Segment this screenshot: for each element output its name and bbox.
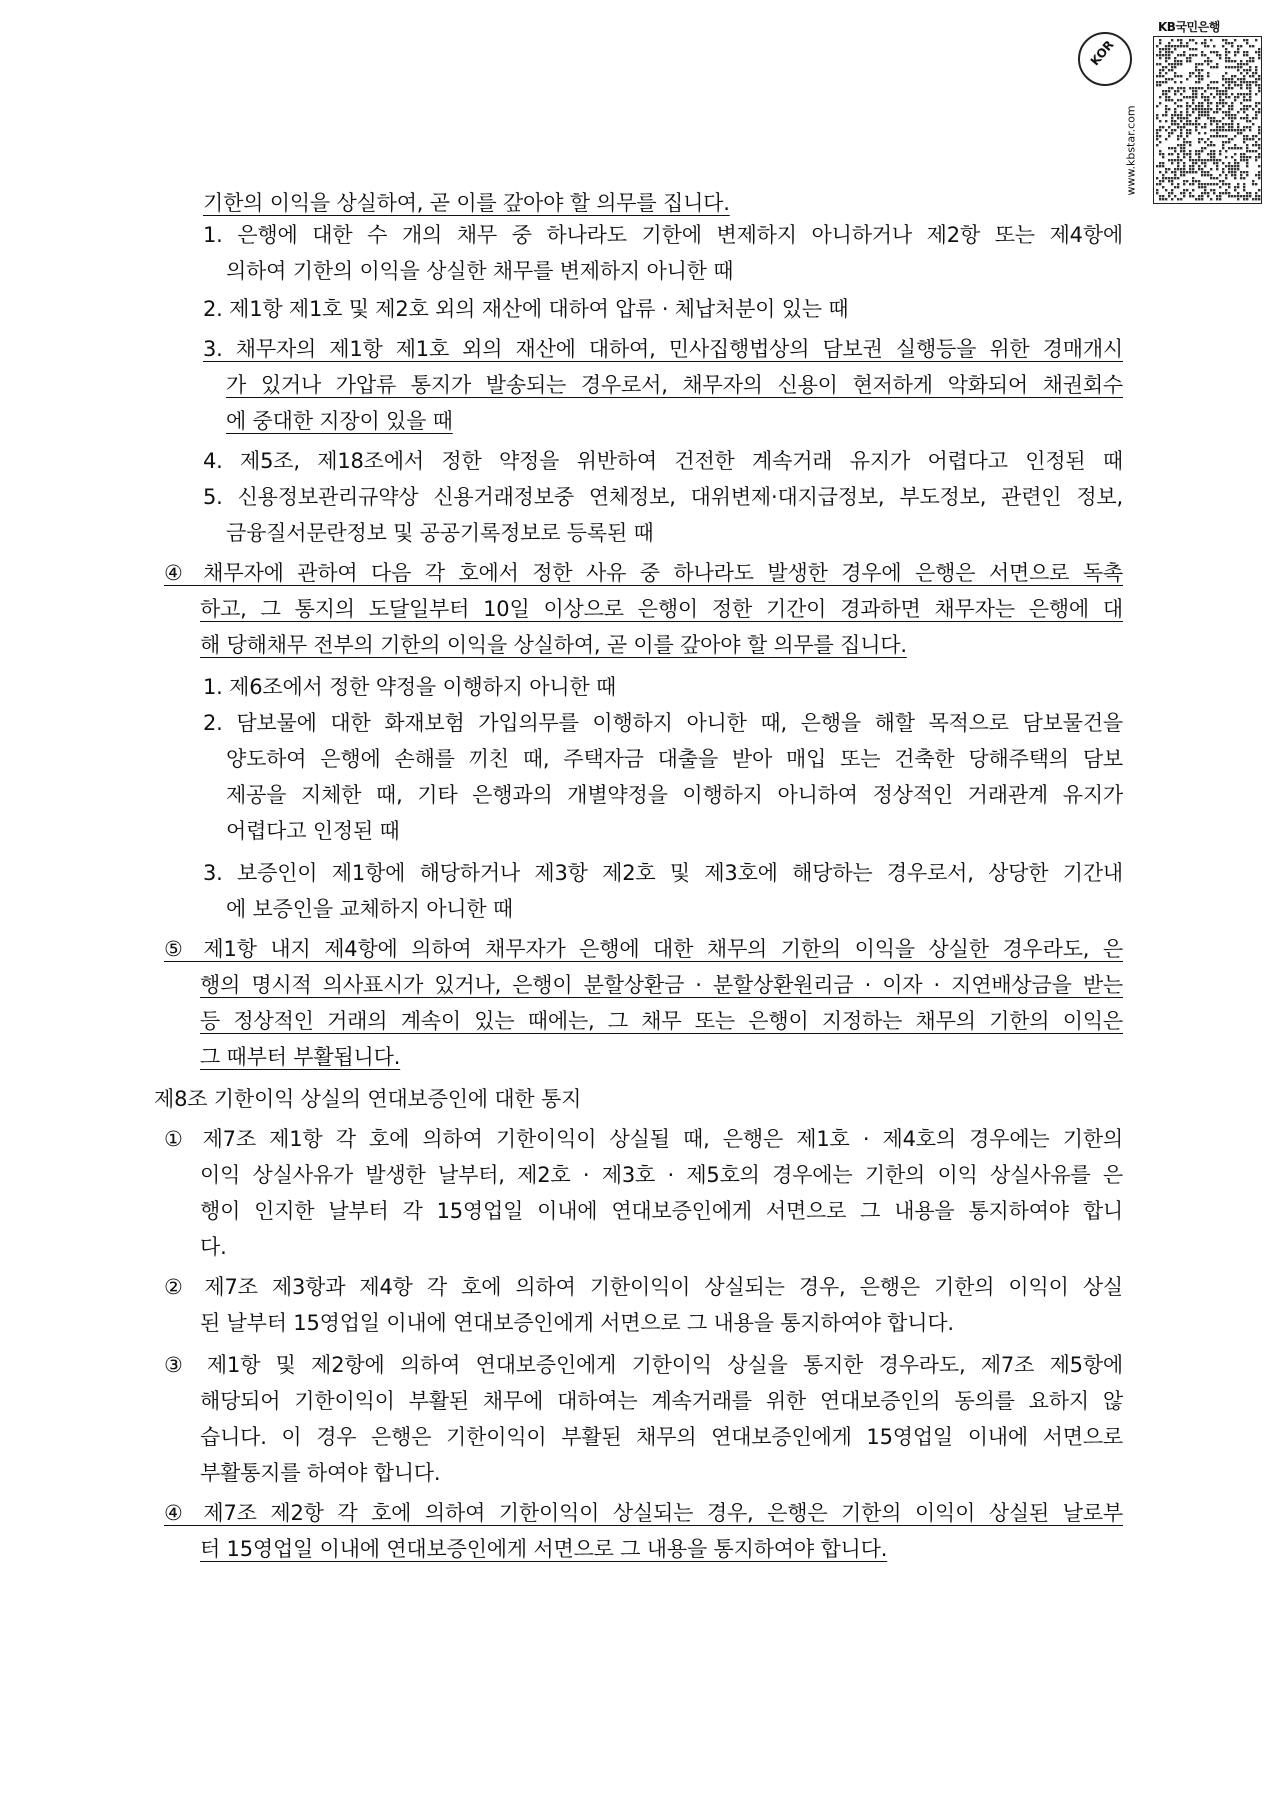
text-line: 양도하여 은행에 손해를 끼친 때, 주택자금 대출을 받아 매입 또는 건축한 당해주택의 담보 bbox=[226, 747, 1123, 771]
text-line: 그 때부터 부활됩니다. bbox=[200, 1045, 401, 1069]
website-text: www.kbstar.com bbox=[1124, 105, 1138, 196]
text-line: ④ 제7조 제2항 각 호에 의하여 기한이익이 상실되는 경우, 은행은 기한의 이익이 상실된 날로부 bbox=[164, 1501, 1123, 1525]
text-line: 2. 담보물에 대한 화재보험 가입의무를 이행하지 아니한 때, 은행을 해할 목적으로 담보물건을 bbox=[203, 711, 1123, 735]
text-line: 해 당해채무 전부의 기한의 이익을 상실하여, 곧 이를 갚아야 할 의무를 집니다. bbox=[200, 633, 907, 657]
text-line: 제8조 기한이익 상실의 연대보증인에 대한 통지 bbox=[154, 1087, 582, 1111]
text-line: 1. 은행에 대한 수 개의 채무 중 하나라도 기한에 변제하지 아니하거나 제2항 또는 제4항에 bbox=[203, 223, 1123, 247]
text-line: 에 중대한 지장이 있을 때 bbox=[226, 409, 453, 433]
text-line: 행이 인지한 날부터 각 15영업일 이내에 연대보증인에게 서면으로 그 내용을 통지하여야 합니 bbox=[200, 1199, 1123, 1223]
text-line: ④ 채무자에 관하여 다음 각 호에서 정한 사유 중 하나라도 발생한 경우에 은행은 서면으로 독촉 bbox=[164, 561, 1123, 585]
text-line: 3. 채무자의 제1항 제1호 외의 재산에 대하여, 민사집행법상의 담보권 실행등을 위한 경매개시 bbox=[203, 337, 1123, 361]
text-line: 등 정상적인 거래의 계속이 있는 때에는, 그 채무 또는 은행이 지정하는 채무의 기한의 이익은 bbox=[200, 1009, 1123, 1033]
text-line: 이익 상실사유가 발생한 날부터, 제2호 · 제3호 · 제5호의 경우에는 기한의 이익 상실사유를 은 bbox=[200, 1163, 1123, 1187]
brand-name: KB국민은행 bbox=[1158, 20, 1220, 34]
text-line: 금융질서문란정보 및 공공기록정보로 등록된 때 bbox=[226, 521, 654, 545]
text-line: 1. 제6조에서 정한 약정을 이행하지 아니한 때 bbox=[203, 675, 617, 699]
text-line: 하고, 그 통지의 도달일부터 10일 이상으로 은행이 정한 기간이 경과하면 채무자는 은행에 대 bbox=[200, 597, 1123, 621]
text-line: ③ 제1항 및 제2항에 의하여 연대보증인에게 기한이익 상실을 통지한 경우라도, 제7조 제5항에 bbox=[164, 1353, 1123, 1377]
text-line: 가 있거나 가압류 통지가 발송되는 경우로서, 채무자의 신용이 현저하게 악화되어 채권회수 bbox=[226, 373, 1123, 397]
text-line: 된 날부터 15영업일 이내에 연대보증인에게 서면으로 그 내용을 통지하여야 합니다. bbox=[200, 1311, 954, 1335]
text-line: 4. 제5조, 제18조에서 정한 약정을 위반하여 건전한 계속거래 유지가 어렵다고 인정된 때 bbox=[203, 449, 1123, 473]
seal-text: KOR bbox=[1087, 37, 1117, 69]
text-line: 다. bbox=[200, 1235, 227, 1259]
text-line: 2. 제1항 제1호 및 제2호 외의 재산에 대하여 압류 · 체납처분이 있는 때 bbox=[203, 297, 849, 321]
text-line: 에 보증인을 교체하지 아니한 때 bbox=[226, 897, 514, 921]
text-line: 습니다. 이 경우 은행은 기한이익이 부활된 채무의 연대보증인에게 15영업일 이내에 서면으로 bbox=[200, 1425, 1123, 1449]
text-line: 어렵다고 인정된 때 bbox=[226, 819, 400, 843]
qr-code-icon bbox=[1153, 36, 1262, 204]
text-line: 해당되어 기한이익이 부활된 채무에 대하여는 계속거래를 위한 연대보증인의 동의를 요하지 않 bbox=[200, 1389, 1123, 1413]
text-line: ⑤ 제1항 내지 제4항에 의하여 채무자가 은행에 대한 채무의 기한의 이익을 상실한 경우라도, 은 bbox=[164, 937, 1123, 961]
text-line: 기한의 이익을 상실하여, 곧 이를 갚아야 할 의무를 집니다. bbox=[203, 191, 730, 215]
page-header bbox=[1066, 14, 1270, 204]
text-line: ② 제7조 제3항과 제4항 각 호에 의하여 기한이익이 상실되는 경우, 은행은 기한의 이익이 상실 bbox=[164, 1275, 1123, 1299]
text-line: 의하여 기한의 이익을 상실한 채무를 변제하지 아니한 때 bbox=[226, 259, 734, 283]
text-line: ① 제7조 제1항 각 호에 의하여 기한이익이 상실될 때, 은행은 제1호 · 제4호의 경우에는 기한의 bbox=[164, 1127, 1123, 1151]
text-line: 5. 신용정보관리규약상 신용거래정보중 연체정보, 대위변제·대지급정보, 부도정보, 관련인 정보, bbox=[203, 485, 1123, 509]
text-line: 3. 보증인이 제1항에 해당하거나 제3항 제2호 및 제3호에 해당하는 경우로서, 상당한 기간내 bbox=[203, 861, 1123, 885]
text-line: 행의 명시적 의사표시가 있거나, 은행이 분할상환금 · 분할상환원리금 · 이자 · 지연배상금을 받는 bbox=[200, 973, 1123, 997]
text-line: 부활통지를 하여야 합니다. bbox=[200, 1461, 441, 1485]
text-line: 터 15영업일 이내에 연대보증인에게 서면으로 그 내용을 통지하여야 합니다. bbox=[200, 1537, 888, 1561]
text-line: 제공을 지체한 때, 기타 은행과의 개별약정을 이행하지 아니하여 정상적인 거래관계 유지가 bbox=[226, 783, 1123, 807]
